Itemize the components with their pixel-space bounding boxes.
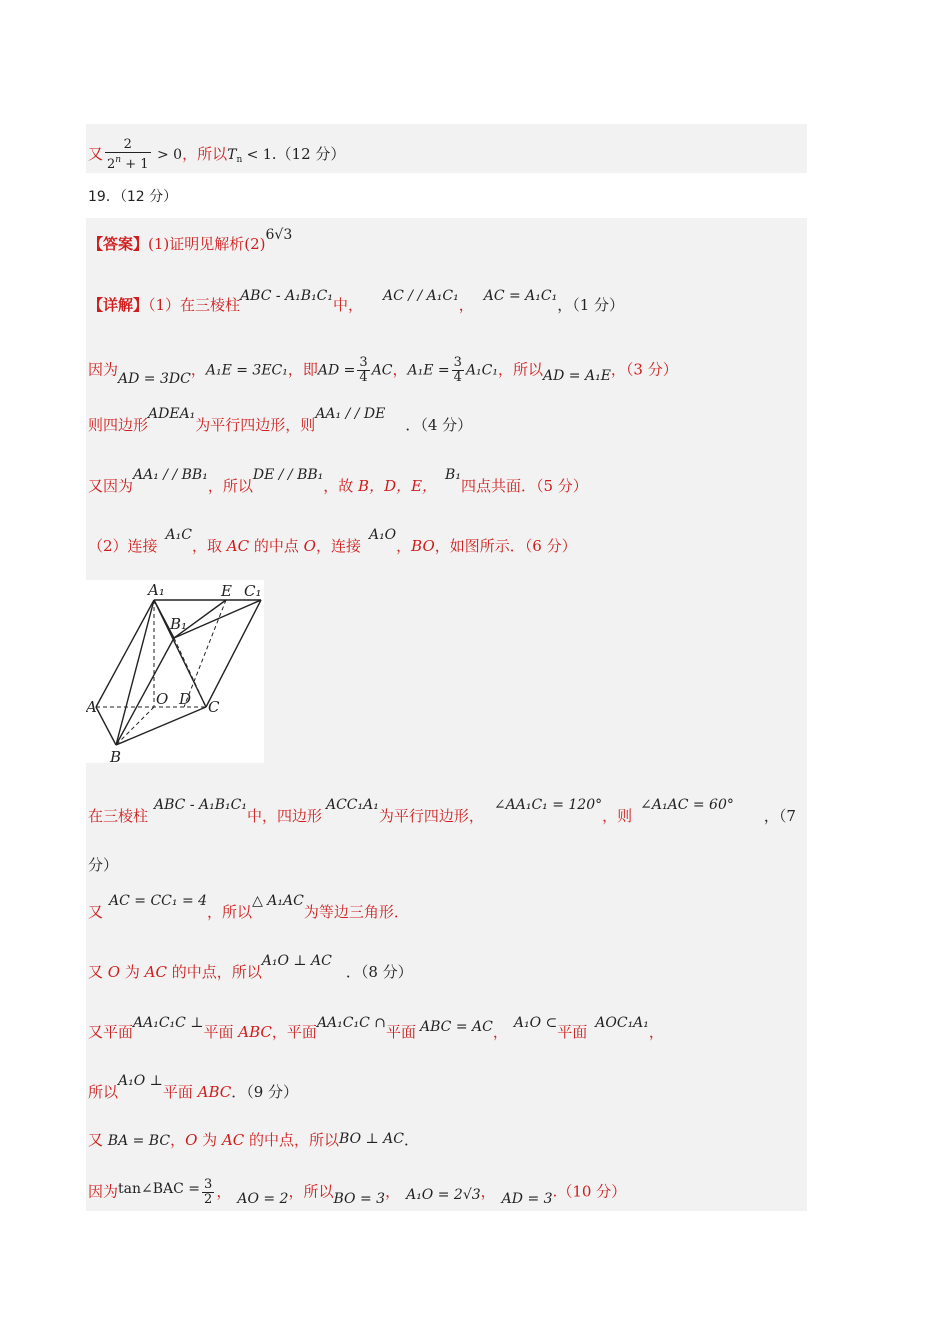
prism-diagram	[86, 580, 264, 763]
detail-line-4: 又因为AA₁ / / BB₁，所以DE / / BB₁，故 B，D，E，B₁四点共面．（5 分）	[88, 467, 588, 495]
detail-line-9: 又平面AA₁C₁C ⊥平面 ABC，平面AA₁C₁C ∩平面 ABC = AC， A₁O ⊂平面 AOC₁A₁，	[88, 1015, 664, 1041]
answer-line: 【答案】(1)证明见解析(2)6√3	[88, 227, 293, 253]
detail-line-8: 又 O 为 AC 的中点，所以A₁O ⊥ AC．（8 分）	[88, 953, 413, 981]
detail-line-5: （2）连接A₁C，取 AC 的中点 O，连接A₁O，BO，如图所示．（6 分）	[88, 527, 577, 555]
label-A1: A₁	[148, 581, 165, 599]
detail-line-7: 又AC = CC₁ = 4，所以△ A₁AC为等边三角形．	[88, 893, 409, 921]
detail-line-12: 因为tan∠BAC = $\frac{3}{2}$ ， AO = 2，所以BO = 3， A₁O = 2√3， AD = 3.（10 分）	[88, 1177, 627, 1207]
label-C: C	[208, 698, 220, 716]
label-A: A	[86, 698, 97, 716]
detail-line-10: 所以A₁O ⊥平面 ABC．（9 分）	[88, 1073, 299, 1101]
detail-line-6-cont: 分）	[88, 856, 119, 874]
label-B1: B₁	[170, 615, 188, 633]
label-C1: C₁	[244, 582, 262, 600]
detail-line-11: 又 BA = BC，O 为 AC 的中点，所以BO ⊥ AC．	[88, 1131, 419, 1149]
label-D: D	[179, 690, 192, 708]
label-E: E	[221, 582, 232, 600]
detail-line-3: 则四边形ADEA₁为平行四边形，则AA₁ / / DE．（4 分）	[88, 406, 473, 434]
detail-line-6: 在三棱柱ABC - A₁B₁C₁中，四边形ACC₁A₁为平行四边形，∠AA₁C₁ = 120°，则∠A₁AC = 60°，（7	[88, 797, 796, 825]
line-conclusion-tn: 又 $\frac{2}{2^n + 1}$ > 0，所以$T_n < 1.(12$ 分）	[88, 137, 346, 172]
detail-line-2: 因为AD = 3DC，A₁E = 3EC₁，即AD = $\frac{3}{4}$ AC，A₁E = $\frac{3}{4}$ A₁C₁，所以AD = A₁E，（3 分）	[88, 355, 678, 387]
label-O: O	[156, 690, 169, 708]
label-B: B	[110, 748, 122, 763]
prism-figure	[86, 580, 264, 763]
detail-line-1: 【详解】（1）在三棱柱ABC - A₁B₁C₁中， AC / / A₁C₁， AC = A₁C₁，（1 分）	[88, 288, 625, 314]
question-19-heading: 19．（12 分）	[88, 189, 178, 205]
